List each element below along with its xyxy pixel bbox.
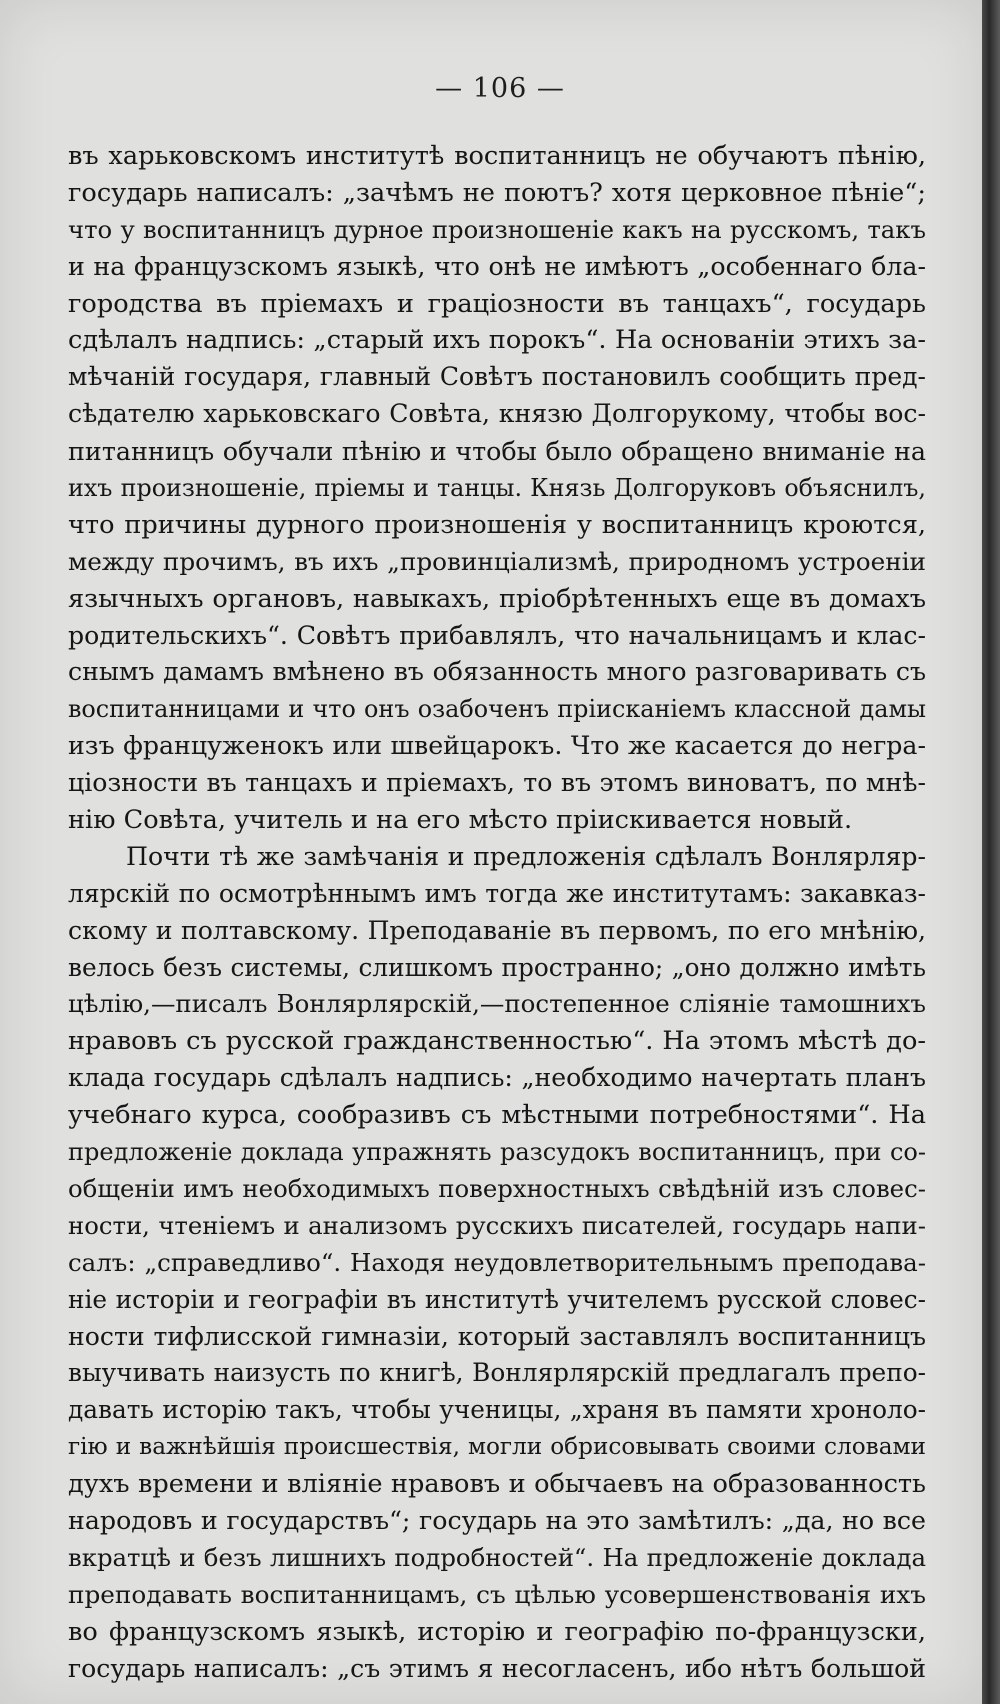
text-line: сдѣлалъ надпись: „старый ихъ порокъ“. На основаніи этихъ за-: [68, 325, 926, 356]
text-line: и на французскомъ языкѣ, что онѣ не имѣютъ „особеннаго бла-: [68, 251, 926, 281]
text-line: общеніи имъ необходимыхъ поверхностныхъ свѣдѣній изъ словес-: [68, 1173, 926, 1203]
text-line: нравовъ съ русской гражданственностью“. На этомъ мѣстѣ до-: [68, 1026, 926, 1057]
text-line: клада государь сдѣлалъ надпись: „необходимо начертать планъ: [68, 1063, 926, 1093]
text-line: выучивать наизусть по книгѣ, Вонлярлярскій предлагалъ препо-: [68, 1358, 926, 1388]
text-line: лярскій по осмотрѣннымъ имъ тогда же институтамъ: закавказ-: [68, 878, 926, 908]
text-line: ціозности въ танцахъ и пріемахъ, то въ этомъ виноватъ, по мнѣ-: [68, 768, 926, 798]
text-line: предложеніе доклада упражнять разсудокъ воспитанницъ, при со-: [68, 1138, 926, 1167]
text-line: родительскихъ“. Совѣтъ прибавлялъ, что начальницамъ и клас-: [68, 620, 926, 650]
text-line: ихъ произношеніе, пріемы и танцы. Князь Долгоруковъ объяснилъ,: [68, 474, 926, 503]
text-line: нію Совѣта, учитель и на его мѣсто пріискивается новый.: [68, 805, 853, 836]
text-line: ности, чтеніемъ и анализомъ русскихъ писателей, государь напи-: [68, 1210, 926, 1240]
text-line: между прочимъ, въ ихъ „провинціализмѣ, природномъ устроеніи: [68, 546, 926, 576]
text-line: Почти тѣ же замѣчанія и предложенія сдѣлалъ Вонлярляр-: [126, 841, 926, 871]
text-line: цѣлію,—писалъ Вонлярлярскій,—постепенное сліяніе тамошнихъ: [68, 989, 926, 1019]
text-line: во французскомъ языкѣ, исторію и географію по-французски,: [68, 1616, 926, 1647]
body-text: [68, 138, 926, 1687]
text-line: гію и важнѣйшія происшествія, могли обрисовывать своими словами: [68, 1433, 926, 1461]
text-line: вкратцѣ и безъ лишнихъ подробностей“. На предложеніе доклада: [68, 1542, 926, 1572]
text-line: воспитанницами и что онъ озабоченъ пріисканіемъ классной дамы: [68, 695, 926, 724]
text-line: преподавать воспитанницамъ, съ цѣлью усовершенствованія ихъ: [68, 1579, 926, 1609]
page-edge: [982, 0, 1000, 1704]
text-line: снымъ дамамъ вмѣнено въ обязанность много разговаривать съ: [68, 657, 926, 687]
text-line: государь написалъ: „съ этимъ я несогласенъ, ибо нѣтъ большой: [68, 1653, 926, 1683]
text-line: государь написалъ: „зачѣмъ не поютъ? хотя церковное пѣніе“;: [68, 177, 926, 208]
text-line: учебнаго курса, сообразивъ съ мѣстными потребностями“. На: [68, 1100, 926, 1131]
text-line: ности тифлисской гимназіи, который заставлялъ воспитанницъ: [68, 1321, 926, 1351]
text-line: язычныхъ органовъ, навыкахъ, пріобрѣтенныхъ еще въ домахъ: [68, 583, 926, 614]
text-line: въ харьковскомъ институтѣ воспитанницъ не обучаютъ пѣнію,: [68, 141, 926, 171]
text-line: духъ времени и вліяніе нравовъ и обычаевъ на образованность: [68, 1469, 926, 1500]
text-line: питанницъ обучали пѣнію и чтобы было обращено вниманіе на: [68, 436, 926, 467]
page-number: — 106 —: [435, 73, 565, 104]
text-line: ніе исторіи и географіи въ институтѣ учителемъ русской словес-: [68, 1284, 926, 1314]
text-line: мѣчаній государя, главный Совѣтъ постановилъ сообщить пред-: [68, 362, 926, 392]
text-line: что у воспитанницъ дурное произношеніе какъ на русскомъ, такъ: [68, 214, 926, 244]
text-line: что причины дурного произношенія у воспитанницъ кроются,: [68, 509, 926, 540]
text-line: салъ: „справедливо“. Находя неудовлетворительнымъ преподава-: [68, 1247, 926, 1277]
text-line: велось безъ системы, слишкомъ пространно; „оно должно имѣть: [68, 952, 926, 982]
text-line: городства въ пріемахъ и граціозности въ танцахъ“, государь: [68, 288, 926, 319]
text-line: скому и полтавскому. Преподаваніе въ первомъ, по его мнѣнію,: [68, 915, 926, 945]
text-line: давать исторію такъ, чтобы ученицы, „храня въ памяти хроноло-: [68, 1395, 926, 1425]
text-line: изъ француженокъ или швейцарокъ. Что же касается до негра-: [68, 731, 926, 761]
text-line: народовъ и государствъ“; государь на это замѣтилъ: „да, но все: [68, 1505, 926, 1535]
text-line: сѣдателю харьковскаго Совѣта, князю Долгорукому, чтобы вос-: [68, 399, 926, 429]
